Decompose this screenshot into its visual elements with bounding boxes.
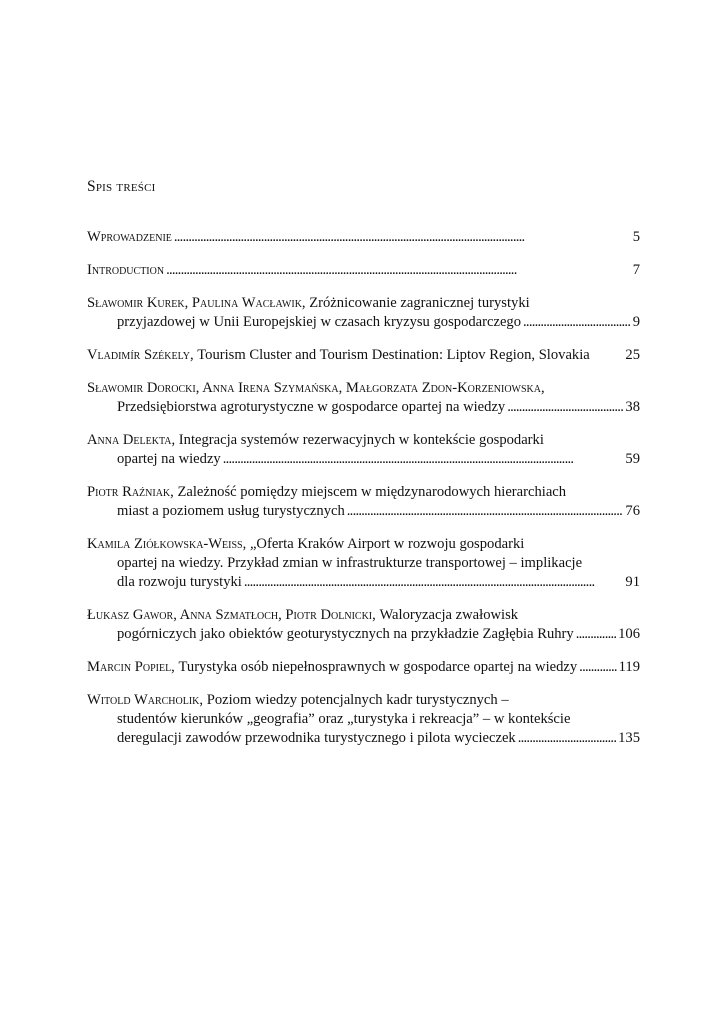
toc-page-number: 119: [618, 659, 640, 675]
toc-entry-title: Zróżnicowanie zagranicznej turystyki: [309, 295, 530, 311]
table-of-contents: [87, 228, 640, 762]
dot-leader: [244, 573, 624, 592]
toc-entry-title-continued: opartej na wiedzy: [117, 451, 221, 467]
toc-page-number: 76: [625, 503, 640, 519]
toc-page-number: 91: [625, 574, 640, 590]
toc-entry[interactable]: [87, 261, 640, 280]
toc-page-number: 25: [625, 347, 640, 363]
toc-page-number: 7: [632, 262, 640, 278]
toc-entry-author: Kamila Ziółkowska-Weiss,: [87, 536, 247, 552]
dot-leader: [223, 450, 624, 469]
toc-entry[interactable]: [87, 228, 640, 247]
toc-entry-title: Introduction: [87, 262, 165, 278]
dot-leader: [576, 625, 616, 644]
dot-leader: [347, 502, 624, 521]
dot-leader: [523, 313, 631, 332]
toc-page-number: 59: [625, 451, 640, 467]
toc-entry-title-continued: studentów kierunków „geografia” oraz „turystyka i rekreacja” – w kontekście: [117, 711, 571, 727]
toc-entry-title: „Oferta Kraków Airport w rozwoju gospodarki: [249, 536, 525, 552]
toc-entry[interactable]: [87, 346, 640, 365]
toc-page-number: 106: [618, 626, 640, 642]
dot-leader: [518, 729, 616, 748]
toc-entry-title: Integracja systemów rezerwacyjnych w kontekście gospodarki: [178, 432, 544, 448]
toc-entry-author: Witold Warcholik,: [87, 692, 204, 708]
toc-entry-author: Marcin Popiel,: [87, 659, 175, 675]
toc-entry-author: Łukasz Gawor, Anna Szmatłoch, Piotr Dolnicki,: [87, 607, 376, 623]
toc-entry[interactable]: [87, 535, 640, 592]
toc-entry-title: Tourism Cluster and Tourism Destination: Liptov Region, Slovakia: [197, 347, 590, 363]
toc-entry-title-continued: deregulacji zawodów przewodnika turystycznego i pilota wycieczek: [117, 730, 516, 746]
toc-page-number: 135: [618, 730, 640, 746]
toc-page-number: 5: [632, 229, 640, 245]
toc-entry-title: Zależność pomiędzy miejscem w międzynarodowych hierarchiach: [177, 484, 567, 500]
toc-entry-title-continued: dla rozwoju turystyki: [117, 574, 242, 590]
toc-entry[interactable]: [87, 379, 640, 417]
dot-leader: [507, 398, 623, 417]
page-title: Spis treści: [87, 178, 156, 195]
toc-entry[interactable]: [87, 483, 640, 521]
toc-entry-title: Przedsiębiorstwa agroturystyczne w gospodarce opartej na wiedzy: [117, 399, 506, 415]
dot-leader: [174, 228, 631, 247]
toc-entry[interactable]: [87, 691, 640, 748]
toc-entry[interactable]: [87, 606, 640, 644]
toc-entry-title-continued: pogórniczych jako obiektów geoturystycznych na przykładzie Zagłębia Ruhry: [117, 626, 574, 642]
toc-entry-author: Vladimír Székely,: [87, 347, 194, 363]
toc-entry-title-continued: miast a poziomem usług turystycznych: [117, 503, 345, 519]
toc-entry-author: Piotr Raźniak,: [87, 484, 174, 500]
toc-page-number: 9: [632, 314, 640, 330]
toc-entry-title: Wprowadzenie: [87, 229, 172, 245]
dot-leader: [166, 261, 631, 280]
toc-entry-author: Sławomir Kurek, Paulina Wacławik,: [87, 295, 306, 311]
toc-entry-title: Waloryzacja zwałowisk: [379, 607, 519, 623]
toc-entry[interactable]: [87, 294, 640, 332]
toc-entry-author: Sławomir Dorocki, Anna Irena Szymańska, Małgorzata Zdon-Korzeniowska,: [87, 380, 545, 396]
toc-entry-title: Poziom wiedzy potencjalnych kadr turystycznych –: [206, 692, 509, 708]
toc-entry[interactable]: [87, 658, 640, 677]
toc-entry-author: Anna Delekta,: [87, 432, 176, 448]
toc-entry-title-continued: opartej na wiedzy. Przykład zmian w infrastrukturze transportowej – implikacje: [117, 555, 583, 571]
toc-page-number: 38: [625, 399, 640, 415]
toc-entry[interactable]: [87, 431, 640, 469]
toc-entry-title: Turystyka osób niepełnosprawnych w gospodarce opartej na wiedzy: [178, 659, 578, 675]
dot-leader: [579, 658, 616, 677]
toc-entry-title-continued: przyjazdowej w Unii Europejskiej w czasach kryzysu gospodarczego: [117, 314, 522, 330]
